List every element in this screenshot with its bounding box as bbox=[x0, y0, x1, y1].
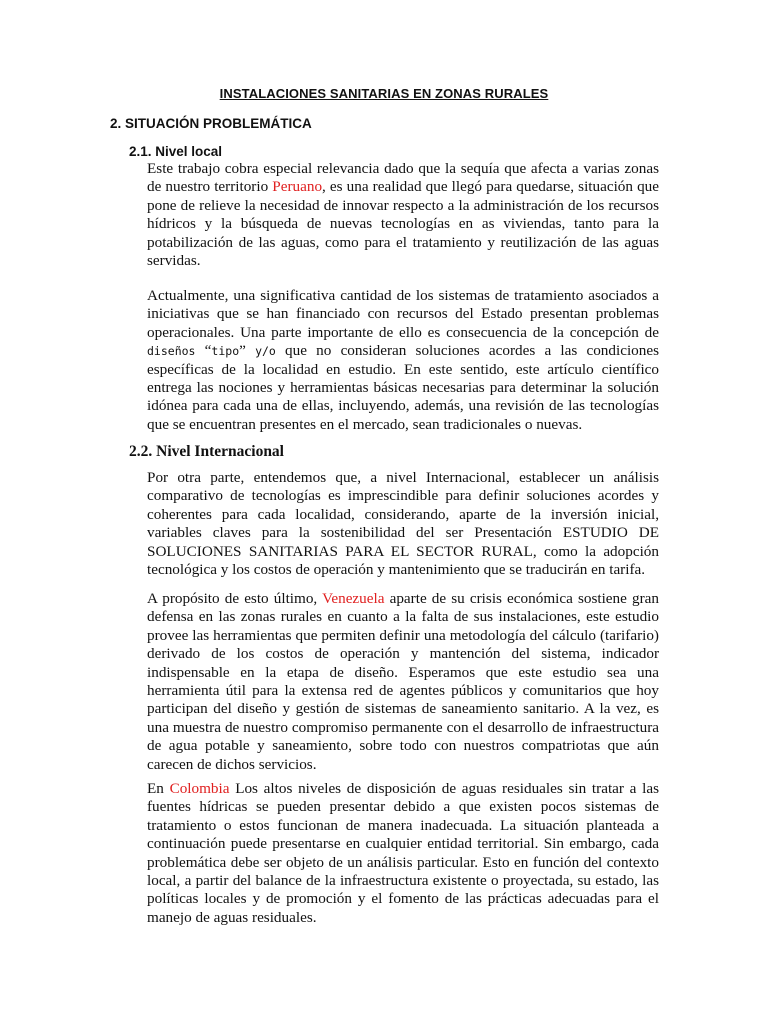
mono-text: diseños bbox=[147, 344, 196, 359]
paragraph-internacional-1: Por otra parte, entendemos que, a nivel Internacional, establecer un análisis comparativo de tecnologías es imprescindible para definir soluciones acordes y coherentes para cada localidad, considerando, aparte de la inversión inicial, variables claves para la sostenibilidad del ser Presentación ESTUDIO DE SOLUCIONES SANITARIAS PARA EL SECTOR RURAL, como la adopción tecnológica y los costos de operación y mantenimiento que se traducirán en tarifa. bbox=[147, 469, 659, 579]
text: , es una realidad que llegó para quedarse, situación que pone de relieve la necesidad de innovar respecto a la administración de los recursos hídricos y la búsqueda de nuevas tecnologías en as viviendas, tanto para la potabilización de las aguas, como para el tratamiento y reutilización de las aguas servidas. bbox=[147, 178, 659, 270]
mono-text: tipo bbox=[211, 344, 240, 359]
paragraph-venezuela bbox=[147, 590, 659, 774]
text: A propósito de esto último, bbox=[147, 590, 323, 607]
subsection-heading-internacional: 2.2. Nivel Internacional bbox=[129, 443, 284, 460]
subsection-heading-local: 2.1. Nivel local bbox=[129, 144, 223, 159]
text: ” bbox=[239, 342, 256, 360]
text: Los altos niveles de disposición de aguas residuales sin tratar a las fuentes hídricas se pueden presentar debido a que existen pocos sistemas de tratamiento o estos funcionan de manera inadecuada. La situación planteada a continuación puede presentarse en cualquier entidad territorial. Sin embargo, cada problemática debe ser objeto de un análisis particular. Esto en función del contexto local, a partir del balance de la infraestructura existente o proyectada, su estado, las políticas locales y de promoción y el fomento de las prácticas adecuadas para el manejo de aguas residuales. bbox=[147, 780, 659, 926]
paragraph-local-2 bbox=[147, 287, 659, 434]
text: Este trabajo cobra especial relevancia dado que la sequía que afecta a varias zonas de nuestro territorio bbox=[147, 160, 659, 196]
text: “ bbox=[195, 342, 212, 360]
text: aparte de su crisis económica sostiene gran defensa en las zonas rurales en cuanto a la falta de sus instalaciones, este estudio provee las herramientas que permiten definir una metodología del cálculo (tarifario) derivado de los costos de operación y mantención del sistema, indicador indispensable en la etapa de diseño. Esperamos que este estudio sea una herramienta útil para la extensa red de agentes públicos y comunitarios que hoy participan del diseño y gestión de sistemas de saneamiento sanitario. A la vez, es una muestra de nuestro compromiso permanente con el desarrollo de infraestructura de agua potable y saneamiento, sobre todo con nuestros compatriotas que aún carecen de dichos servicios. bbox=[147, 590, 659, 773]
highlight-colombia: Colombia bbox=[169, 780, 230, 797]
paragraph-local-1 bbox=[147, 160, 659, 270]
mono-text: y/o bbox=[255, 344, 276, 359]
highlight-peruano: Peruano bbox=[272, 178, 323, 196]
paragraph-colombia bbox=[147, 780, 659, 927]
highlight-venezuela: Venezuela bbox=[322, 590, 385, 607]
text: Actualmente, una significativa cantidad de los sistemas de tratamiento asociados a iniciativas que se han financiado con recursos del Estado presentan problemas operacionales. Una parte importante de ello es consecuencia de la concepción de bbox=[147, 287, 659, 341]
document-title: INSTALACIONES SANITARIAS EN ZONAS RURALES bbox=[219, 86, 549, 101]
text: que no consideran soluciones acordes a las condiciones específicas de la localidad en estudio. En este sentido, este artículo científico entrega las nociones y herramientas básicas necesarias para determinar la solución idónea para cada una de ellas, incluyendo, además, una revisión de las tecnologías que se encuentran presentes en el mercado, sean tradicionales o nuevas. bbox=[147, 342, 659, 433]
section-heading: 2. SITUACIÓN PROBLEMÁTICA bbox=[110, 116, 312, 131]
text: En bbox=[147, 780, 170, 797]
